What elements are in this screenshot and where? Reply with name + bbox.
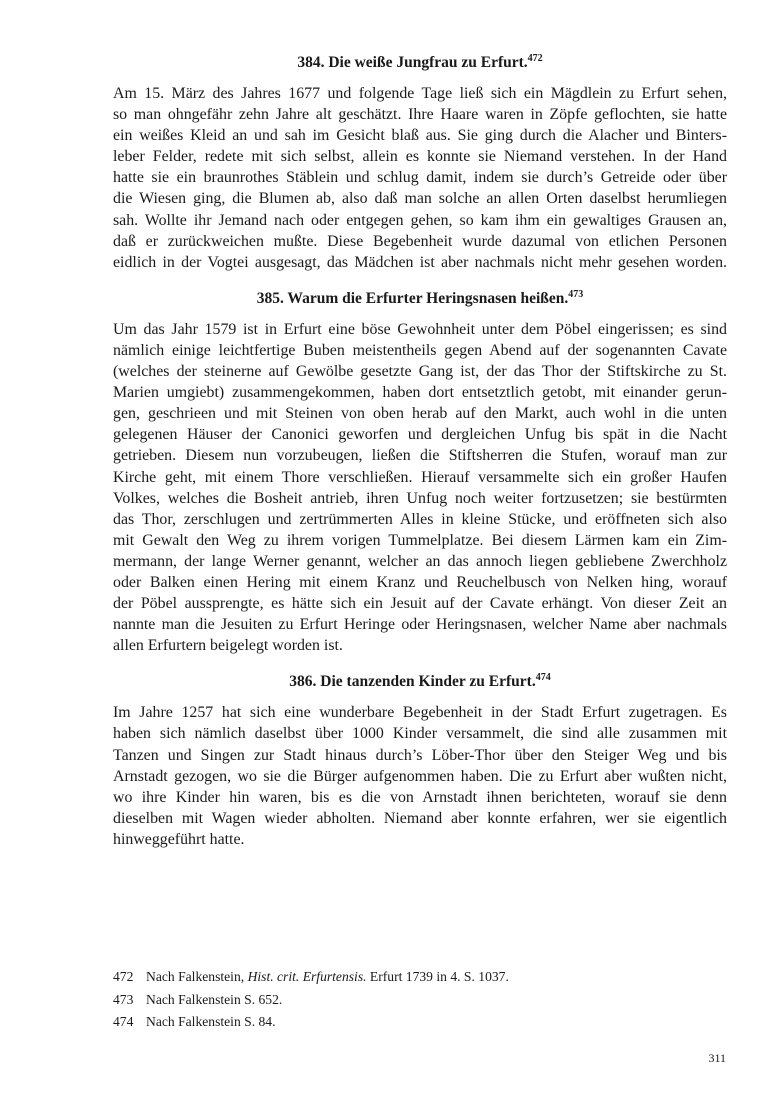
section-384-text: Am 15. März des Jahres 1677 und folgende Tage ließ sich ein Mägdlein zu Erfurt sehen, so man ohngefähr zehn Jahre alt geschätzt. Ihre Haare waren in Zöpfe geflochten, sie hatte ein weißes Kleid an und sah im Gesicht blaß aus. Sie ging durch die Alacher und Binters- leber Felder, redete mit sich selbst, allein es konnte sie Niemand verstehen. In der Hand hatte sie ein braunrothes Stäblein und schlug damit, indem sie durch’s Getreide oder über die Wiesen ging, die Blumen ab, also daß man solche an allen Orten daselbst herumliegen sah. Wollte ihr Jemand nach oder entgegen gehen, so kam ihm ein gewaltiges Grausen an, daß er zurückweichen mußte. Diese Begebenheit wurde dazumal von etlichen Personen eidlich in der Vogtei ausgesagt, das Mädchen ist aber nachmals nicht mehr gesehen worden. (113, 85, 727, 271)
section-384-title: 384. Die weiße Jungfrau zu Erfurt.$^{472}$ (297, 53, 543, 71)
section-385-title: 385. Warum die Erfurter Heringsnasen heißen.$^{473}$ (256, 288, 584, 307)
footnote-473: 473 Nach Falkenstein S. 652. (113, 991, 283, 1007)
section-386-text: Im Jahre 1257 hat sich eine wunderbare Begebenheit in der Stadt Erfurt zugetragen. Es haben sich nämlich daselbst über 1000 Kinder versammelt, die sind alle zusammen mit Tanzen und Singen zur Stadt hinaus durch’s Löber-Thor über den Steiger Weg und bis Arnstadt gezogen, wo sie die Bürger aufgenommen haben. Die zu Erfurt aber wußten nicht, wo ihre Kinder hin waren, bis es die von Arnstadt ihnen berichteten, worauf sie denn dieselben mit Wagen wieder abholten. Niemand aber konnte erfahren, wer sie eigentlich hinweggeführt hatte. (113, 704, 727, 848)
page-number: 311 (708, 1051, 726, 1065)
footnotes (113, 966, 727, 1034)
footnote-ref-473: 473 (568, 288, 584, 300)
section-386-title: 386. Die tanzenden Kinder zu Erfurt.$^{474}$ (289, 672, 551, 691)
footnote-472: 472 Nach Falkenstein, Hist. crit. Erfurtensis. Erfurt 1739 in 4. S. 1037. (113, 969, 509, 984)
footnote-474: 474 Nach Falkenstein S. 84. (113, 1014, 276, 1029)
footnote-ref-474: 474 (535, 672, 551, 684)
footnote-ref-472: 472 (527, 53, 543, 64)
page-body (113, 52, 727, 850)
section-385-text: Um das Jahr 1579 ist in Erfurt eine böse Gewohnheit unter dem Pöbel eingerissen; es sind nämlich einige leichtfertige Buben meistentheils gegen Abend auf der sogenannten Cavate (welches der steinerne auf Gewölbe gesetzte Gang ist, der das Thor der Stiftskirche zu St. Marien umgiebt) zusammengekommen, haben dort entsetztlich getobt, mit einander gerun- gen, geschrieen und mit Steinen von oben herab auf den Markt, auch wohl in die unten gelegenen Häuser der Canonici geworfen und dergleichen Unfug bis spät in die Nacht getrieben. Diesem nun vorzubeugen, ließen die Stiftsherren die Stufen, worauf man zur Kirche geht, mit einem Thore verschließen. Hierauf versammelte sich ein großer Haufen Volkes, welches die Bosheit antrieb, ihren Unfug noch weiter fortzusetzen; sie bestürmten das Thor, zerschlugen und zertrümmerten Alles in kleine Stücke, und eröffneten sich also mit Gewalt den Weg zu ihrem vorigen Tummelplatze. Bei diesem Lärmen kam ein Zim- mermann, der lange Werner genannt, welcher an das annoch liegen gebliebene Zwerchholz oder Balken einen Hering mit einem Kranz und Reuchelbusch von Nelken hing, worauf der Pöbel aussprengte, es hätte sich ein Jesuit auf der Cavate erhängt. Von dieser Zeit an nannte man die Jesuiten zu Erfurt Heringe oder Heringsnasen, welcher Name aber nachmals allen Erfurtern beigelegt worden ist. (113, 320, 727, 655)
